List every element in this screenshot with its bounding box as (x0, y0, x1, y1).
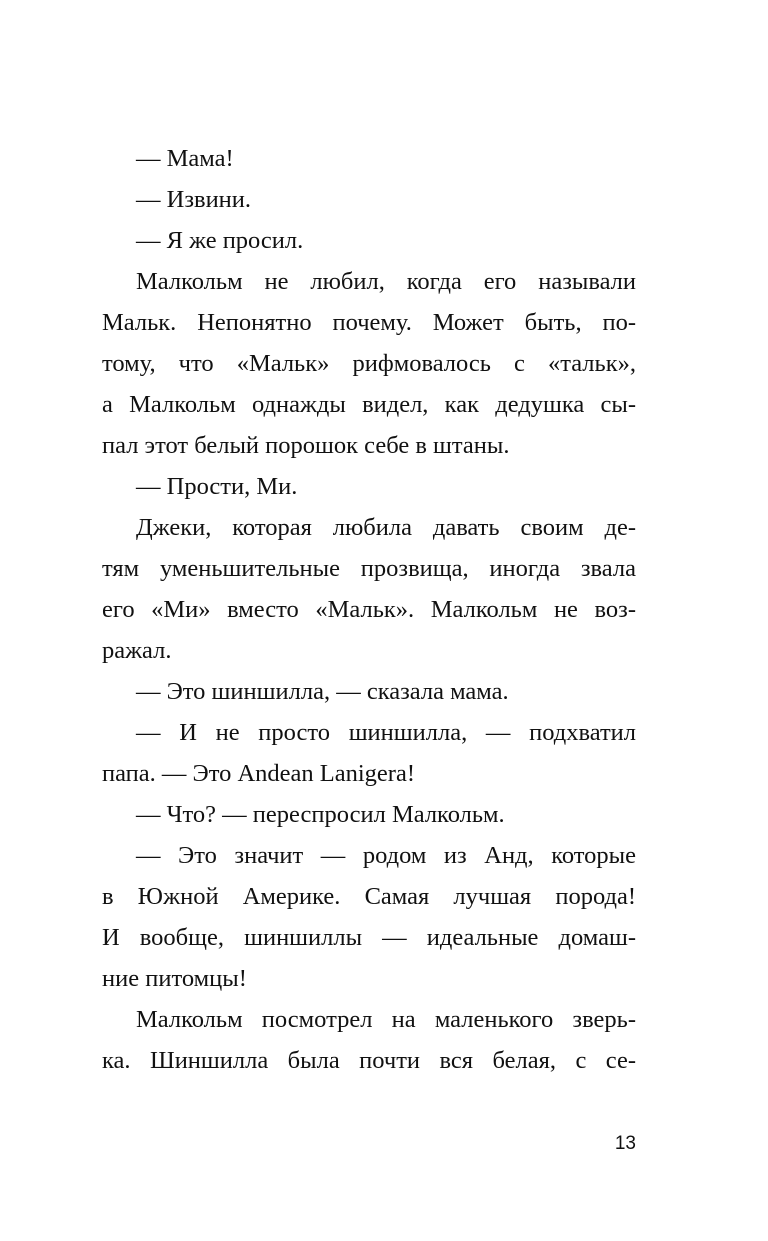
text-line: ражал. (102, 637, 172, 664)
text-line: а Малкольм однажды видел, как дедушка сы- (102, 391, 636, 418)
page-number: 13 (614, 1133, 636, 1154)
text-line: Джеки, которая любила давать своим де- (136, 514, 636, 541)
text-line: — Это шиншилла, — сказала мама. (136, 678, 509, 705)
text-line: ние питомцы! (102, 965, 247, 992)
text-line: папа. — Это Andean Lanigera! (102, 760, 415, 787)
text-line: — Что? — переспросил Малкольм. (136, 801, 505, 828)
text-line: в Южной Америке. Самая лучшая порода! (102, 883, 636, 910)
text-line: тому, что «Мальк» рифмовалось с «тальк», (102, 350, 636, 377)
text-line: ка. Шиншилла была почти вся белая, с се- (102, 1047, 636, 1074)
text-line: — Это значит — родом из Анд, которые (136, 842, 636, 869)
text-line: — Я же просил. (136, 227, 304, 254)
text-line: Мальк. Непонятно почему. Может быть, по- (102, 309, 636, 336)
text-line: Малкольм посмотрел на маленького зверь- (136, 1006, 636, 1033)
text-line: его «Ми» вместо «Мальк». Малкольм не воз- (102, 596, 636, 623)
text-line: — Извини. (136, 186, 252, 213)
text-line: — И не просто шиншилла, — подхватил (136, 719, 636, 746)
text-line: — Мама! (136, 145, 234, 172)
text-line: пал этот белый порошок себе в штаны. (102, 432, 510, 459)
book-page-text (102, 138, 636, 1081)
text-line: И вообще, шиншиллы — идеальные домаш- (102, 924, 636, 951)
text-line: Малкольм не любил, когда его называли (136, 268, 636, 295)
text-line: тям уменьшительные прозвища, иногда звала (102, 555, 636, 582)
text-line: — Прости, Ми. (136, 473, 298, 500)
